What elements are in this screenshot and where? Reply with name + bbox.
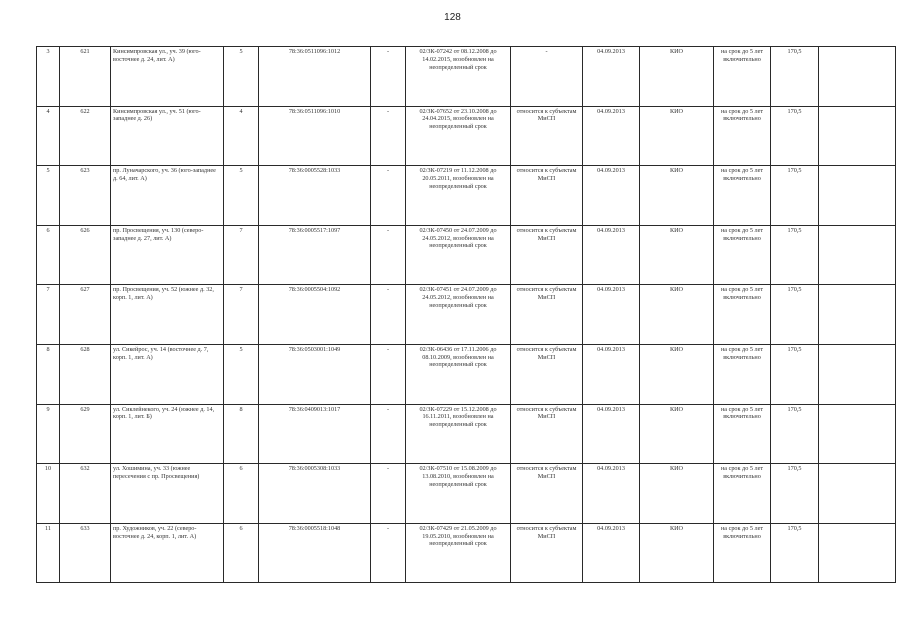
address-cell: пр. Просвещения, уч. 52 (южнее д. 32, корп. 1, лит. А) [111,285,224,345]
object-id-cell: 628 [60,344,111,404]
term-cell: на срок до 5 лет включительно [714,464,771,524]
dash-cell: - [371,404,406,464]
area-cell: 170,5 [771,47,819,107]
table-row [37,106,896,166]
row-number-cell: 5 [37,166,60,226]
term-cell: на срок до 5 лет включительно [714,106,771,166]
quantity-cell: 6 [224,464,259,524]
object-id-cell: 627 [60,285,111,345]
extra-cell [819,285,896,345]
area-cell: 170,5 [771,464,819,524]
address-cell: Кинсимпровская ул., уч. 51 (юго-западнее д. 26) [111,106,224,166]
dash-cell: - [371,106,406,166]
cadastral-number-cell: 78:36:0005517:1097 [259,225,371,285]
cadastral-number-cell: 78:36:0503001:1049 [259,344,371,404]
organization-cell: КИО [640,523,714,583]
address-cell: ул. Сикейрос, уч. 14 (восточнее д. 7, корп. 1, лит. А) [111,344,224,404]
quantity-cell: 7 [224,285,259,345]
organization-cell: КИО [640,166,714,226]
contract-cell: 02/ЗК-06436 от 17.11.2006 до 08.10.2009, возобновлен на неопределенный срок [406,344,511,404]
date-cell: 04.09.2013 [583,344,640,404]
date-cell: 04.09.2013 [583,404,640,464]
extra-cell [819,404,896,464]
table-row [37,47,896,107]
term-cell: на срок до 5 лет включительно [714,225,771,285]
dash-cell: - [371,285,406,345]
dash-cell: - [371,47,406,107]
extra-cell [819,523,896,583]
organization-cell: КИО [640,404,714,464]
table-row [37,285,896,345]
quantity-cell: 6 [224,523,259,583]
dash-cell: - [371,225,406,285]
table-row [37,166,896,226]
cadastral-number-cell: 78:36:0511096:1010 [259,106,371,166]
organization-cell: КИО [640,464,714,524]
date-cell: 04.09.2013 [583,464,640,524]
term-cell: на срок до 5 лет включительно [714,47,771,107]
contract-cell: 02/ЗК-07229 от 15.12.2008 до 16.11.2011, возобновлен на неопределенный срок [406,404,511,464]
object-id-cell: 632 [60,464,111,524]
object-id-cell: 623 [60,166,111,226]
term-cell: на срок до 5 лет включительно [714,344,771,404]
organization-cell: КИО [640,285,714,345]
page-number: 128 [444,12,461,23]
term-cell: на срок до 5 лет включительно [714,285,771,345]
date-cell: 04.09.2013 [583,523,640,583]
category-cell: относится к субъектам МиСП [511,464,583,524]
quantity-cell: 5 [224,166,259,226]
row-number-cell: 9 [37,404,60,464]
extra-cell [819,344,896,404]
term-cell: на срок до 5 лет включительно [714,166,771,226]
row-number-cell: 3 [37,47,60,107]
organization-cell: КИО [640,47,714,107]
category-cell: относится к субъектам МиСП [511,225,583,285]
extra-cell [819,225,896,285]
cadastral-number-cell: 78:36:0005504:1092 [259,285,371,345]
organization-cell: КИО [640,344,714,404]
category-cell: относится к субъектам МиСП [511,106,583,166]
organization-cell: КИО [640,106,714,166]
cadastral-number-cell: 78:36:0005308:1033 [259,464,371,524]
quantity-cell: 5 [224,47,259,107]
quantity-cell: 8 [224,404,259,464]
cadastral-number-cell: 78:36:0005518:1048 [259,523,371,583]
contract-cell: 02/ЗК-07242 от 08.12.2008 до 14.02.2015, возобновлен на неопределенный срок [406,47,511,107]
area-cell: 170,5 [771,166,819,226]
extra-cell [819,106,896,166]
organization-cell: КИО [640,225,714,285]
dash-cell: - [371,166,406,226]
category-cell: относится к субъектам МиСП [511,523,583,583]
object-id-cell: 633 [60,523,111,583]
area-cell: 170,5 [771,225,819,285]
extra-cell [819,166,896,226]
address-cell: Кинсимпровская ул., уч. 39 (юго-восточнее д. 24, лит. А) [111,47,224,107]
table-row [37,523,896,583]
contract-cell: 02/ЗК-07450 от 24.07.2009 до 24.05.2012, возобновлен на неопределенный срок [406,225,511,285]
category-cell: относится к субъектам МиСП [511,344,583,404]
address-cell: пр. Просвещения, уч. 130 (северо-западнее д. 27, лит. А) [111,225,224,285]
area-cell: 170,5 [771,106,819,166]
date-cell: 04.09.2013 [583,225,640,285]
date-cell: 04.09.2013 [583,285,640,345]
table-row [37,225,896,285]
extra-cell [819,47,896,107]
quantity-cell: 5 [224,344,259,404]
dash-cell: - [371,344,406,404]
row-number-cell: 11 [37,523,60,583]
term-cell: на срок до 5 лет включительно [714,404,771,464]
object-id-cell: 621 [60,47,111,107]
contract-cell: 02/ЗК-07510 от 15.08.2009 до 13.08.2010, возобновлен на неопределенный срок [406,464,511,524]
quantity-cell: 7 [224,225,259,285]
table-row [37,344,896,404]
category-cell: - [511,47,583,107]
date-cell: 04.09.2013 [583,47,640,107]
area-cell: 170,5 [771,344,819,404]
document-table [36,46,896,583]
cadastral-number-cell: 78:36:0005528:1033 [259,166,371,226]
cadastral-number-cell: 78:36:0511096:1012 [259,47,371,107]
cadastral-number-cell: 78:36:0409013:1017 [259,404,371,464]
contract-cell: 02/ЗК-07652 от 23.10.2008 до 24.04.2015, возобновлен на неопределенный срок [406,106,511,166]
address-cell: пр. Художников, уч. 22 (северо-восточнее д. 24, корп. 1, лит. А) [111,523,224,583]
date-cell: 04.09.2013 [583,166,640,226]
row-number-cell: 8 [37,344,60,404]
extra-cell [819,464,896,524]
object-id-cell: 629 [60,404,111,464]
contract-cell: 02/ЗК-07219 от 11.12.2008 до 20.05.2011, возобновлен на неопределенный срок [406,166,511,226]
table-row [37,464,896,524]
address-cell: ул. Сиклейнекого, уч. 24 (южнее д. 14, корп. 1, лит. Б) [111,404,224,464]
dash-cell: - [371,523,406,583]
category-cell: относится к субъектам МиСП [511,404,583,464]
area-cell: 170,5 [771,285,819,345]
object-id-cell: 626 [60,225,111,285]
term-cell: на срок до 5 лет включительно [714,523,771,583]
date-cell: 04.09.2013 [583,106,640,166]
address-cell: ул. Хошимина, уч. 33 (южнее пересечения с пр. Просвещения) [111,464,224,524]
category-cell: относится к субъектам МиСП [511,285,583,345]
quantity-cell: 4 [224,106,259,166]
object-id-cell: 622 [60,106,111,166]
row-number-cell: 6 [37,225,60,285]
contract-cell: 02/ЗК-07429 от 21.05.2009 до 19.05.2010, возобновлен на неопределенный срок [406,523,511,583]
area-cell: 170,5 [771,523,819,583]
category-cell: относится к субъектам МиСП [511,166,583,226]
contract-cell: 02/ЗК-07451 от 24.07.2009 до 24.05.2012, возобновлен на неопределенный срок [406,285,511,345]
dash-cell: - [371,464,406,524]
table-row [37,404,896,464]
row-number-cell: 4 [37,106,60,166]
row-number-cell: 10 [37,464,60,524]
area-cell: 170,5 [771,404,819,464]
row-number-cell: 7 [37,285,60,345]
address-cell: пр. Луначарского, уч. 36 (юго-западнее д. 64, лит. А) [111,166,224,226]
